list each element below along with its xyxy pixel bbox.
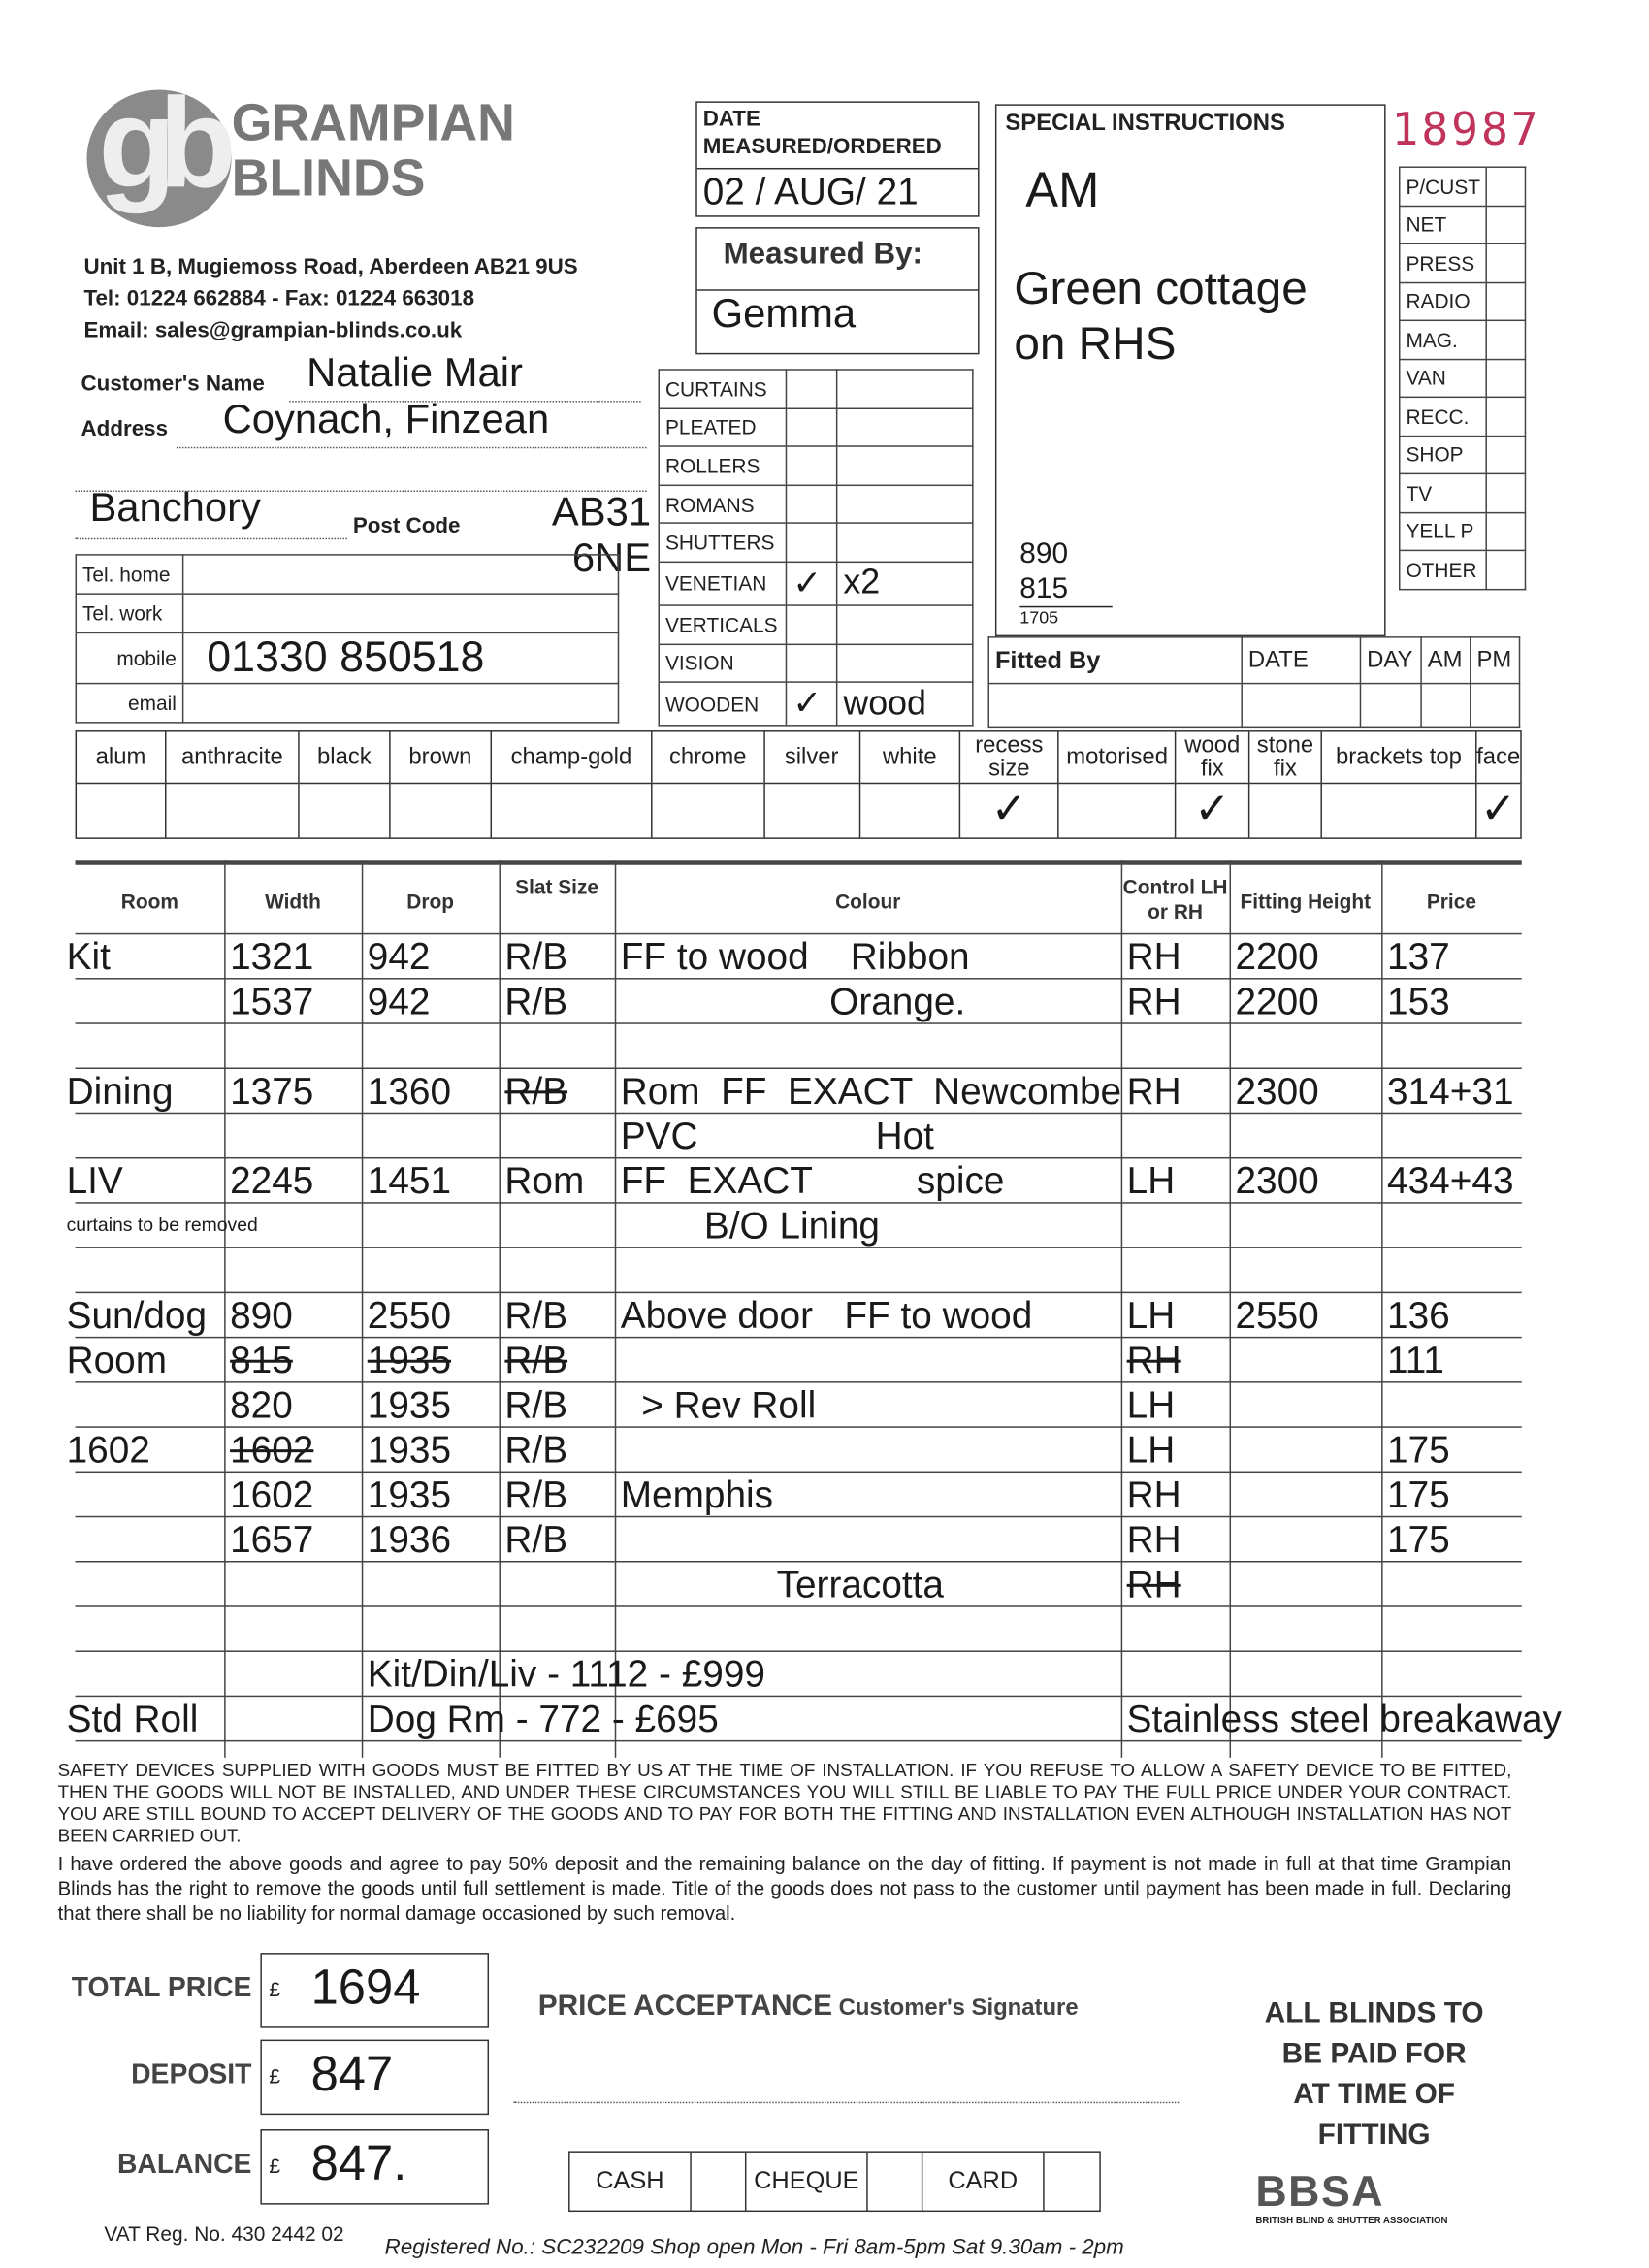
source-checkbox[interactable]: [1487, 550, 1526, 589]
finish-tick: ✓: [1194, 785, 1231, 833]
contact-value[interactable]: [183, 594, 619, 632]
special-calc-3: 1705: [1019, 607, 1059, 629]
payment-checkbox[interactable]: [692, 2153, 747, 2211]
column-header: Fitting Height: [1240, 890, 1372, 913]
company-logo: [86, 71, 231, 227]
product-label: VISION: [659, 644, 786, 683]
product-tick[interactable]: [786, 485, 836, 524]
control-cell: RH: [1126, 934, 1181, 979]
contact-row: [76, 594, 618, 632]
slat-size-cell: R/B: [504, 1427, 568, 1472]
fitting-height-cell: 2550: [1235, 1293, 1319, 1337]
finish-label: white: [882, 744, 937, 769]
finish-option[interactable]: [391, 732, 492, 838]
drop-cell: 1360: [367, 1068, 452, 1113]
currency-symbol: £: [269, 1977, 280, 2001]
fitted-am-field[interactable]: [1421, 684, 1471, 728]
fitted-day-field[interactable]: [1360, 684, 1421, 728]
special-line-3: on RHS: [1014, 316, 1177, 370]
slat-size-cell: R/B: [504, 1473, 568, 1516]
drop-cell: Dog Rm - 772 - £695: [367, 1697, 719, 1740]
finish-label: chrome: [668, 744, 747, 769]
product-tick[interactable]: [786, 524, 836, 563]
column-divider: [1121, 860, 1123, 1758]
price-cell: 175: [1387, 1473, 1450, 1516]
slat-size-cell: R/B: [504, 934, 568, 979]
source-label: SHOP: [1400, 436, 1487, 474]
column-header: Price: [1426, 890, 1476, 913]
slat-size-cell: R/B: [504, 1293, 568, 1337]
product-label: ROLLERS: [659, 446, 786, 485]
product-row: [659, 562, 973, 605]
signature-label: Customer's Signature: [838, 1995, 1079, 2022]
price-cell: 434+43: [1387, 1158, 1514, 1203]
finish-label: motorised: [1066, 744, 1168, 769]
fitting-height-cell: 2300: [1235, 1068, 1319, 1113]
company-email: Email: sales@grampian-blinds.co.uk: [83, 318, 463, 343]
price-cell: 153: [1387, 979, 1450, 1023]
column-header: Width: [265, 890, 321, 913]
payment-checkbox[interactable]: [1045, 2153, 1100, 2211]
payment-label: CHEQUE: [746, 2153, 867, 2211]
width-cell: 1657: [230, 1517, 314, 1562]
width-cell: 815: [230, 1338, 293, 1382]
source-table: [1399, 166, 1526, 589]
product-row: [659, 446, 973, 485]
room-cell: Room: [66, 1338, 168, 1382]
finish-options-row: [76, 730, 1522, 839]
colour-cell: Above door FF to wood: [620, 1293, 1033, 1337]
finish-label: stone fix: [1256, 732, 1314, 781]
registration-info: Registered No.: SC232209 Shop open Mon - Fri 8am-5pm Sat 9.30am - 2pm: [384, 2234, 1124, 2260]
source-label: NET: [1400, 206, 1487, 244]
source-row: [1400, 282, 1526, 321]
payment-label: CARD: [922, 2153, 1044, 2211]
finish-option[interactable]: [77, 732, 166, 838]
control-cell: RH: [1126, 979, 1181, 1023]
deposit-field[interactable]: [260, 2040, 489, 2116]
company-name-line2: BLINDS: [231, 147, 426, 208]
postcode-value: AB31 6NE: [551, 489, 652, 580]
control-cell: RH: [1126, 1517, 1181, 1562]
bbsa-subtitle: BRITISH BLIND & SHUTTER ASSOCIATION: [1255, 2216, 1448, 2226]
source-row: [1400, 206, 1526, 244]
contact-label: Tel. work: [76, 594, 182, 632]
finish-label: black: [317, 744, 372, 769]
finish-option[interactable]: [860, 732, 961, 838]
finish-label: brackets top: [1335, 744, 1462, 769]
width-cell: 1537: [230, 979, 314, 1023]
product-note[interactable]: wood: [837, 682, 973, 726]
currency-symbol: £: [269, 2154, 280, 2178]
product-label: VENETIAN: [659, 562, 786, 605]
source-row: [1400, 397, 1526, 436]
product-note[interactable]: [837, 408, 973, 447]
customer-name-value: Natalie Mair: [307, 349, 523, 396]
special-instructions-box: [995, 104, 1386, 636]
blinds-order-table: [66, 860, 1562, 1758]
product-note[interactable]: [837, 524, 973, 563]
price-cell: 137: [1387, 934, 1450, 979]
column-header: Slat Size: [515, 875, 599, 899]
source-label: PRESS: [1400, 243, 1487, 282]
column-divider: [1381, 860, 1383, 1758]
width-cell: 1321: [230, 934, 314, 979]
product-row: [659, 644, 973, 683]
special-calc-2: 815: [1019, 571, 1112, 607]
fitted-by-field[interactable]: [988, 684, 1242, 728]
company-contact: [83, 251, 577, 346]
special-instructions-label: SPECIAL INSTRUCTIONS: [1005, 111, 1285, 137]
special-calc-1: 890: [1019, 537, 1069, 570]
balance-value: 847.: [310, 2136, 407, 2192]
product-row: [659, 682, 973, 726]
slat-size-cell: R/B: [504, 979, 568, 1023]
control-cell: LH: [1126, 1427, 1176, 1472]
price-cell: 136: [1387, 1293, 1450, 1337]
source-checkbox[interactable]: [1487, 397, 1526, 436]
finish-label: anthracite: [180, 744, 283, 769]
measured-by-box: [695, 227, 979, 354]
room-cell: Std Roll: [66, 1697, 199, 1740]
product-row: [659, 408, 973, 447]
room-cell: Dining: [66, 1068, 174, 1113]
bbsa-logo: [1255, 2170, 1487, 2226]
fitted-day-label: DAY: [1360, 637, 1421, 684]
address-label: Address: [81, 416, 169, 441]
colour-cell: FF EXACT spice: [620, 1158, 1005, 1203]
fitted-pm-label: PM: [1471, 637, 1520, 684]
finish-option[interactable]: [1249, 732, 1322, 838]
fitted-date-field[interactable]: [1242, 684, 1360, 728]
control-cell: LH: [1126, 1382, 1176, 1427]
balance-label: BALANCE: [116, 2149, 252, 2181]
drop-cell: 942: [367, 934, 431, 979]
width-cell: 820: [230, 1382, 293, 1427]
room-cell: 1602: [66, 1427, 150, 1472]
product-note[interactable]: x2: [837, 562, 973, 605]
finish-label: champ-gold: [510, 744, 632, 769]
source-label: VAN: [1400, 359, 1487, 398]
finish-option[interactable]: [166, 732, 299, 838]
payment-label: CASH: [570, 2153, 692, 2211]
payment-notice: [1230, 1993, 1519, 2155]
finish-option[interactable]: [300, 732, 391, 838]
width-cell: 1375: [230, 1068, 314, 1113]
drop-cell: 1935: [367, 1338, 452, 1382]
product-tick[interactable]: [786, 644, 836, 683]
source-checkbox[interactable]: [1487, 359, 1526, 398]
signature-field[interactable]: [513, 2083, 1179, 2103]
total-field[interactable]: [260, 1953, 489, 2028]
payment-checkbox[interactable]: [868, 2153, 923, 2211]
address-line2-value: Banchory: [89, 484, 261, 530]
fitted-by-table: [987, 636, 1520, 728]
fitted-pm-field[interactable]: [1471, 684, 1520, 728]
control-cell: LH: [1126, 1158, 1176, 1203]
source-checkbox[interactable]: [1487, 512, 1526, 551]
contact-row: [76, 684, 618, 723]
company-name: [231, 92, 515, 208]
source-row: [1400, 473, 1526, 512]
source-label: YELL P: [1400, 512, 1487, 551]
product-tick[interactable]: [786, 605, 836, 644]
price-cell: 111: [1387, 1338, 1445, 1382]
finish-option[interactable]: [653, 732, 765, 838]
drop-cell: 942: [367, 979, 431, 1023]
column-header: Drop: [406, 890, 454, 913]
column-divider: [224, 860, 226, 1758]
drop-cell: 2550: [367, 1293, 452, 1337]
date-label: DATE: [702, 107, 760, 132]
contact-label: mobile: [76, 632, 182, 683]
slat-size-cell: R/B: [504, 1382, 568, 1427]
finish-option[interactable]: [1322, 732, 1476, 838]
notice-line: FITTING: [1317, 2119, 1431, 2152]
slat-size-cell: R/B: [504, 1517, 568, 1562]
slat-size-cell: R/B: [504, 1068, 568, 1113]
fitting-height-cell: 2200: [1235, 934, 1319, 979]
company-address: Unit 1 B, Mugiemoss Road, Aberdeen AB21 9US: [83, 254, 578, 279]
finish-option[interactable]: [492, 732, 653, 838]
company-phone: Tel: 01224 662884 - Fax: 01224 663018: [83, 286, 475, 311]
product-note[interactable]: [837, 370, 973, 408]
notice-line: ALL BLINDS TO: [1264, 1997, 1484, 2030]
deposit-label: DEPOSIT: [131, 2059, 252, 2090]
source-checkbox[interactable]: [1487, 206, 1526, 244]
source-label: OTHER: [1400, 550, 1487, 589]
logo-letters: gb: [98, 71, 219, 214]
address-line1-value: Coynach, Finzean: [222, 396, 550, 441]
measured-by-label: Measured By:: [697, 229, 978, 291]
colour-cell: Orange.: [620, 979, 966, 1023]
width-cell: 890: [230, 1293, 293, 1337]
terms-block: [58, 1761, 1512, 1926]
vat-number: VAT Reg. No. 430 2442 02: [104, 2221, 344, 2246]
colour-cell: B/O Lining: [620, 1203, 880, 1247]
colour-cell: Rom FF EXACT Newcombe: [620, 1068, 1122, 1113]
fitted-date-label: DATE: [1242, 637, 1360, 684]
source-label: RADIO: [1400, 282, 1487, 321]
source-checkbox[interactable]: [1487, 167, 1526, 206]
notice-line: BE PAID FOR: [1281, 2038, 1467, 2070]
drop-cell: 1935: [367, 1473, 452, 1516]
finish-label: wood fix: [1184, 732, 1241, 781]
control-cell: RH: [1126, 1338, 1181, 1382]
source-label: MAG.: [1400, 320, 1487, 359]
product-tick[interactable]: [786, 446, 836, 485]
total-value: 1694: [310, 1960, 421, 2016]
product-label: ROMANS: [659, 485, 786, 524]
drop-cell: Kit/Din/Liv - 1112 - £999: [367, 1651, 765, 1696]
column-divider: [1230, 860, 1232, 1758]
fitting-height-cell: 2200: [1235, 979, 1319, 1023]
drop-cell: 1935: [367, 1427, 452, 1472]
column-divider: [362, 860, 364, 1758]
source-label: RECC.: [1400, 397, 1487, 436]
date-label-2: MEASURED/ORDERED: [702, 134, 942, 160]
payment-method-row: [568, 2151, 1101, 2212]
colour-cell: > Rev Roll: [620, 1382, 817, 1427]
product-row: [659, 524, 973, 563]
fitting-height-cell: 2300: [1235, 1158, 1319, 1203]
total-label: TOTAL PRICE: [71, 1972, 252, 2004]
price-cell: 175: [1387, 1517, 1450, 1562]
column-header: Control LH or RH: [1122, 875, 1228, 923]
payment-agreement: I have ordered the above goods and agree to pay 50% deposit and the remaining balance on the day of fitting. If payment is not made in full at that time Grampian Blinds has the right to remove the goods until full settlement is made. Title of the goods does not pass to the customer until payment has been made in full. Declaring that there shall be no liability for normal damage occasioned by such removal.: [57, 1853, 1512, 1925]
finish-option[interactable]: [764, 732, 859, 838]
bbsa-logo-text: BBSA: [1255, 2168, 1385, 2217]
notice-line: AT TIME OF: [1293, 2078, 1456, 2111]
safety-disclaimer: SAFETY DEVICES SUPPLIED WITH GOODS MUST BE FITTED BY US AT THE TIME OF INSTALLATION. IF YOU REFUSE TO ALLOW A SAFETY DEVICE TO BE FITTED, THEN THE GOODS WILL NOT BE INSTALLED, AND UNDER THESE CIRCUMSTANCES YOU WILL STILL BE LIABLE TO PAY THE FULL PRICE UNDER YOUR CONTRACT. YOU ARE STILL BOUND TO ACCEPT DELIVERY OF THE GOODS AND TO PAY FOR BOTH THE FITTING AND INSTALLATION EVEN ALTHOUGH INSTALLATION HAS NOT BEEN CARRIED OUT.: [57, 1760, 1512, 1846]
control-cell: Stainless steel breakaway: [1126, 1697, 1562, 1740]
finish-option[interactable]: [1177, 732, 1249, 838]
contact-value[interactable]: [183, 684, 619, 723]
source-checkbox[interactable]: [1487, 243, 1526, 282]
contact-value[interactable]: [183, 555, 619, 594]
slat-size-cell: R/B: [504, 1338, 568, 1382]
column-header: Colour: [835, 890, 901, 913]
source-row: [1400, 320, 1526, 359]
finish-option[interactable]: [961, 732, 1059, 838]
finish-tick: ✓: [990, 785, 1028, 833]
source-row: [1400, 436, 1526, 474]
measured-by-value[interactable]: Gemma: [711, 290, 857, 336]
product-tick[interactable]: ✓: [786, 562, 836, 605]
product-tick[interactable]: ✓: [786, 682, 836, 726]
finish-label: brown: [408, 744, 472, 769]
room-cell: Sun/dog: [66, 1293, 208, 1337]
fitted-by-label: Fitted By: [988, 637, 1242, 684]
finish-option[interactable]: [1059, 732, 1177, 838]
special-line-1: AM: [1025, 163, 1100, 219]
column-divider: [615, 860, 617, 1758]
product-tick[interactable]: [786, 408, 836, 447]
source-checkbox[interactable]: [1487, 473, 1526, 512]
contact-label: Tel. home: [76, 555, 182, 594]
product-note[interactable]: [837, 644, 973, 683]
drop-cell: 1936: [367, 1517, 452, 1562]
source-checkbox[interactable]: [1487, 436, 1526, 474]
colour-cell: Memphis: [620, 1473, 774, 1516]
product-row: [659, 605, 973, 644]
colour-cell: FF to wood Ribbon: [620, 934, 970, 979]
room-cell: Kit: [66, 934, 111, 979]
address-field-3[interactable]: [76, 484, 347, 539]
column-divider: [499, 860, 501, 1758]
contact-table: [76, 554, 620, 723]
postcode-label: Post Code: [352, 513, 461, 538]
product-note[interactable]: [837, 605, 973, 644]
column-header: Room: [120, 890, 178, 913]
price-acceptance-title: PRICE ACCEPTANCE: [537, 1990, 832, 2023]
contact-label: email: [76, 684, 182, 723]
source-label: TV: [1400, 473, 1487, 512]
room-cell: curtains to be removed: [66, 1214, 258, 1236]
product-row: [659, 370, 973, 408]
deposit-value: 847: [310, 2047, 394, 2102]
source-checkbox[interactable]: [1487, 282, 1526, 321]
price-acceptance: [538, 1991, 1079, 2024]
source-row: [1400, 512, 1526, 551]
product-tick[interactable]: [786, 370, 836, 408]
contact-row: [76, 555, 618, 594]
control-cell: RH: [1126, 1068, 1181, 1113]
width-cell: 1602: [230, 1427, 314, 1472]
slat-size-cell: Rom: [504, 1158, 585, 1203]
product-type-table: [658, 369, 973, 727]
source-row: [1400, 550, 1526, 589]
order-number: 18987: [1391, 104, 1541, 157]
company-name-line1: GRAMPIAN: [231, 92, 515, 152]
drop-cell: 1451: [367, 1158, 452, 1203]
address-field-1[interactable]: [177, 396, 647, 449]
finish-label: silver: [784, 744, 839, 769]
width-cell: 1602: [230, 1473, 314, 1516]
contact-value[interactable]: 01330 850518: [183, 632, 619, 683]
finish-label: face: [1476, 744, 1521, 769]
source-row: [1400, 167, 1526, 206]
currency-symbol: £: [269, 2063, 280, 2088]
balance-field[interactable]: [260, 2129, 489, 2205]
room-cell: LIV: [66, 1158, 123, 1203]
source-row: [1400, 359, 1526, 398]
finish-label: alum: [95, 744, 146, 769]
product-label: CURTAINS: [659, 370, 786, 408]
finish-option[interactable]: [1476, 732, 1520, 838]
colour-cell: Terracotta: [620, 1562, 945, 1606]
control-cell: RH: [1126, 1473, 1181, 1516]
product-label: VERTICALS: [659, 605, 786, 644]
contact-row: [76, 632, 618, 683]
product-note[interactable]: [837, 485, 973, 524]
product-label: WOODEN: [659, 682, 786, 726]
width-cell: 2245: [230, 1158, 314, 1203]
finish-tick: ✓: [1479, 785, 1517, 833]
control-cell: LH: [1126, 1293, 1176, 1337]
finish-label: recess size: [975, 732, 1044, 781]
drop-cell: 1935: [367, 1382, 452, 1427]
fitted-am-label: AM: [1421, 637, 1471, 684]
product-note[interactable]: [837, 446, 973, 485]
special-line-2: Green cottage: [1014, 261, 1308, 314]
source-row: [1400, 243, 1526, 282]
customer-name-label: Customer's Name: [81, 372, 265, 397]
date-value[interactable]: 02 / AUG/ 21: [702, 169, 919, 213]
date-box: [695, 101, 979, 216]
colour-cell: PVC Hot: [620, 1114, 934, 1157]
source-checkbox[interactable]: [1487, 320, 1526, 359]
product-label: PLEATED: [659, 408, 786, 447]
price-cell: 175: [1387, 1427, 1450, 1472]
price-cell: 314+31: [1387, 1068, 1514, 1113]
source-label: P/CUST: [1400, 167, 1487, 206]
product-row: [659, 485, 973, 524]
product-label: SHUTTERS: [659, 524, 786, 563]
control-cell: RH: [1126, 1562, 1181, 1606]
